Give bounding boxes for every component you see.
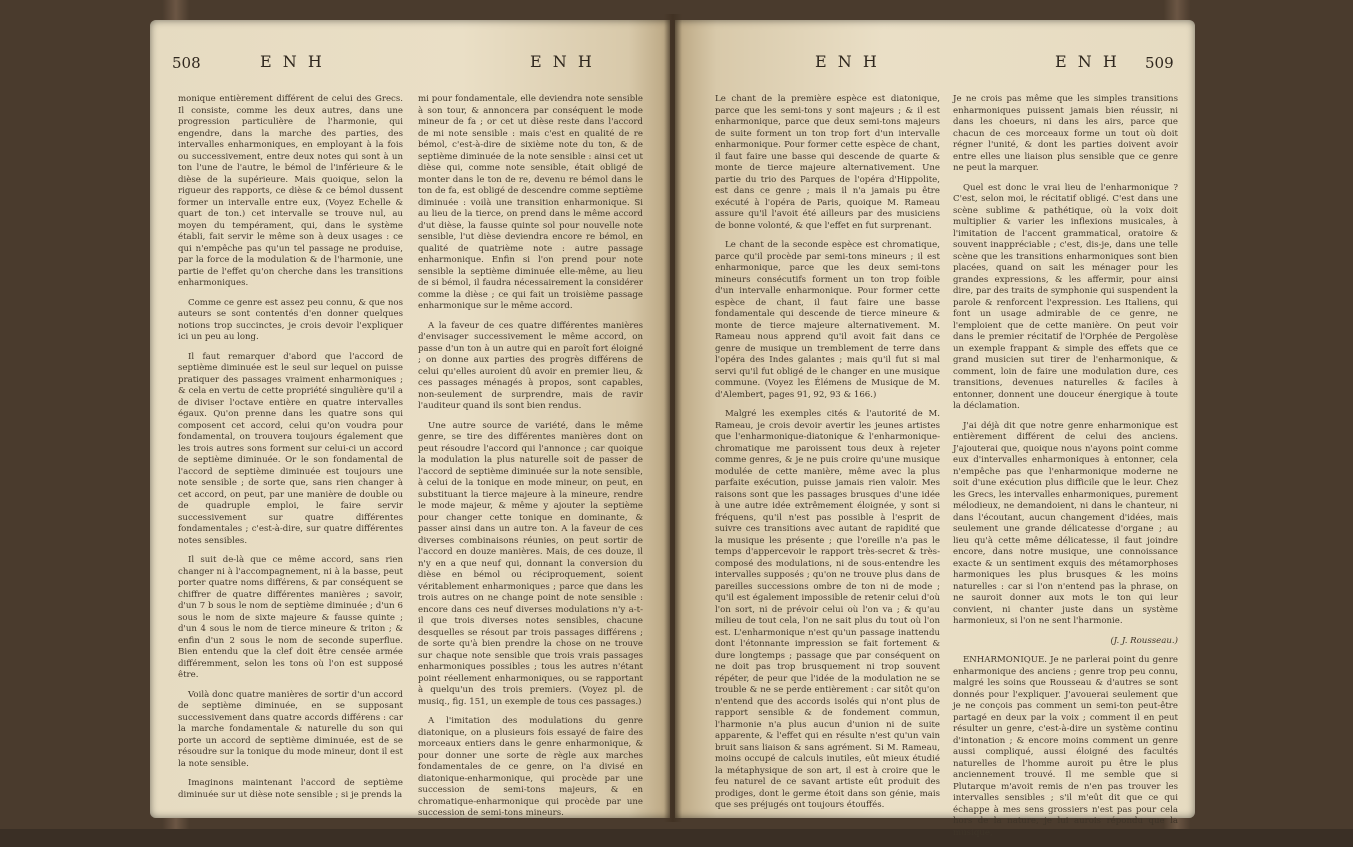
paragraph: Il faut remarquer d'abord que l'accord de septième diminuée est le seul sur lequel on puisse pratiquer des passages vraiment enharmoniques ; & cela en vertu de cette propriété singulière qu'il a de diviser l'octave entière en quatre intervalles égaux. Qu'on prenne dans les quatre sons qui composent cet accord, celui qu'on voudra pour fondamental, on trouvera toujours également que les trois autres sons forment sur celui-ci un accord de septième diminuée. Or le son fondamental de l'accord de septième diminuée est toujours une note sensible ; de sorte que, sans rien changer à cet accord, on peut, par une manière de double ou de quadruple emploi, le faire servir successivement sur quatre différentes fondamentales ; c'est-à-dire, sur quatre différentes notes sensibles.: [178, 351, 403, 546]
running-head-left-outer: E N H: [260, 52, 325, 71]
paragraph: Le chant de la première espèce est diatonique, parce que les semi-tons y sont majeurs ; & il est enharmonique, parce que deux semi-tons majeurs de suite forment un ton trop fort d'un intervalle enharmonique. Pour former cette espèce de chant, il faut faire une basse qui descende de quarte & monte de tierce majeure alternativement. Une partie du trio des Parques de l'opéra d'Hippolite, est dans ce genre ; mais il n'a jamais pu être exécuté à l'opéra de Paris, quoique M. Rameau assure qu'il l'avoit été ailleurs par des musiciens de bonne volonté, & que l'effet en fut surprenant.: [715, 94, 940, 231]
right-page: [675, 20, 1195, 838]
left-page-column-1: [178, 94, 403, 809]
paragraph: Comme ce genre est assez peu connu, & que nos auteurs se sont contentés d'en donner quelques notions trop succinctes, je crois devoir l'expliquer ici un peu au long.: [178, 297, 403, 342]
running-head-left-inner: E N H: [530, 52, 595, 71]
left-page: [150, 20, 670, 818]
book-gutter: [664, 14, 682, 822]
paragraph: A la faveur de ces quatre différentes manières d'envisager successivement le même accord, on passe d'un ton à un autre qui en paroît fort éloigné ; on donne aux parties des progrès différens de celui qu'elles auroient dû avoir en premier lieu, & ces passages ménagés à propos, sont capables, non-seulement de surprendre, mais de ravir l'auditeur quand ils sont bien rendus.: [418, 320, 643, 411]
paragraph: Il suit de-là que ce même accord, sans rien changer ni à l'accompagnement, ni à la basse, peut porter quatre noms différens, & par conséquent se chiffrer de quatre différentes manières ; savoir, d'un 7 b sous le nom de septième diminuée ; d'un 6 sous le nom de sixte majeure & fausse quinte ; d'un 4 sous le nom de tierce mineure & triton ; & enfin d'un 2 sous le nom de seconde superflue. Bien entendu que la clef doit être censée armée différemment, selon les tons où l'on est supposé être.: [178, 555, 403, 680]
paragraph: Une autre source de variété, dans le même genre, se tire des différentes manières dont on peut résoudre l'accord qui l'annonce ; car quoique la modulation la plus naturelle soit de passer de l'accord de septième diminuée sur la note sensible, à celui de la tonique en mode mineur, on peut, en substituant la tierce majeure à la mineure, rendre le mode majeur, & même y ajouter la septième pour changer cette tonique en dominante, & passer ainsi dans un autre ton. A la faveur de ces diverses combinaisons réunies, on peut sortir de l'accord en douze manières. Mais, de ces douze, il n'y en a que neuf qui, donnant la conversion du dièse en bémol ou réciproquement, soient véritablement enharmoniques ; parce que dans les trois autres on ne change point de note sensible : encore dans ces neuf diverses modulations n'y a-t-il que trois diverses notes sensibles, chacune desquelles se résout par trois passages différens ; de sorte qu'à bien prendre la chose on ne trouve sur chaque note sensible que trois vrais passages enharmoniques possibles ; tous les autres n'étant point réellement enharmoniques, ou se rapportant à quelqu'un des trois premiers. (Voyez pl. de musiq., fig. 151, un exemple de tous ces passages.): [418, 420, 643, 707]
paragraph: Quel est donc le vrai lieu de l'enharmonique ? C'est, selon moi, le récitatif obligé. C'est dans une scène sublime & pathétique, où la voix doit multiplier & varier les inflexions musicales, à l'imitation de l'accent grammatical, oratoire & souvent inappréciable ; c'est, dis-je, dans une telle scène que les transitions enharmoniques sont bien placées, quand on sait les ménager pour les grandes expressions, & les affermir, pour ainsi dire, par des traits de symphonie qui suspendent la parole & renforcent l'expression. Les Italiens, qui font un usage admirable de ce genre, ne l'emploient que de cette manière. On peut voir dans le premier récitatif de l'Orphée de Pergolèse un exemple frappant & simple des effets que ce grand musicien sut tirer de l'enharmonique, & comment, loin de faire une modulation dure, ces transitions, devenues naturelles & faciles à entonner, donnent une douceur énergique à toute la déclamation.: [953, 182, 1178, 411]
paragraph: A l'imitation des modulations du genre diatonique, on a plusieurs fois essayé de faire des morceaux entiers dans le genre enharmonique, & pour donner une sorte de règle aux marches fondamentales de ce genre, on l'a divisé en diatonique-enharmonique, qui procède par une succession de semi-tons majeurs, & en chromatique-enharmonique qui procède par une succession de semi-tons mineurs.: [418, 716, 643, 818]
paragraph: monique entièrement différent de celui des Grecs. Il consiste, comme les deux autres, dans une progression particulière de l'harmonie, qui engendre, dans la marche des parties, des intervalles enharmoniques, en employant à la fois ou successivement, entre deux notes qui sont à un ton l'une de l'autre, le bémol de l'inférieure & le dièse de la supérieure. Mais quoique, selon la rigueur des rapports, ce dièse & ce bémol dussent former un intervalle entre eux, (Voyez Echelle & quart de ton.) cet intervalle se trouve nul, au moyen du tempérament, qui, dans le système établi, fait servir le même son à deux usages : ce qui n'empêche pas qu'un tel passage ne produise, par la force de la modulation & de l'harmonie, une partie de l'effet qu'on cherche dans les transitions enharmoniques.: [178, 94, 403, 288]
paragraph: ENHARMONIQUE. Je ne parlerai point du genre enharmonique des anciens ; genre trop peu connu, malgré les soins que Rousseau & d'autres se sont donnés pour l'expliquer. J'avouerai seulement que je ne conçois pas comment un semi-ton peut-être partagé en deux par la voix ; comment il en peut résulter un genre, c'est-à-dire un système continu d'intonation ; & encore moins comment un genre aussi compliqué, aussi éloigné des facultés naturelles de l'homme auroit pu être le plus anciennement trouvé. Il me semble que si Plutarque m'avoit remis de n'en pas trouver les intervalles sensibles ; s'il m'eût dit que ce qui échappe à mes sens grossiers n'est pas pour cela hors de la nature, je lui aurois répondu que la musique,: [953, 655, 1178, 838]
signature: (J. J. Rousseau.): [1110, 635, 1178, 646]
page-number-left: 508: [172, 54, 201, 72]
running-head-right-inner: E N H: [815, 52, 880, 71]
paragraph: mi pour fondamentale, elle deviendra note sensible à son tour, & annoncera par conséquent le mode mineur de fa ; or cet ut dièse reste dans l'accord de mi note sensible : mais c'est en qualité de re bémol, c'est-à-dire de sixième note du ton, & de septième diminuée de la note sensible : ainsi cet ut dièse qui, comme note sensible, était obligé de monter dans le ton de re, devenu re bémol dans le ton de fa, est obligé de descendre comme septième diminuée : voilà une transition enharmonique. Si au lieu de la tierce, on prend dans le même accord d'ut dièse, la fausse quinte sol pour nouvelle note sensible, l'ut dièse deviendra encore re bémol, en qualité de quatrième note : autre passage enharmonique. Enfin si l'on prend pour note sensible la septième diminuée elle-même, au lieu de si bémol, il faudra nécessairement la considérer comme la dièse ; ce qui fait un troisième passage enharmonique sur le même accord.: [418, 94, 643, 311]
left-page-column-2: [418, 94, 643, 828]
paragraph: Voilà donc quatre manières de sortir d'un accord de septième diminuée, en se supposant successivement dans quatre accords différens : car la marche fondamentale & naturelle du son qui porte un accord de septième diminuée, est de se résoudre sur la tonique du mode mineur, dont il est la note sensible.: [178, 689, 403, 769]
paragraph: Imaginons maintenant l'accord de septième diminuée sur ut dièse note sensible ; si je prends la: [178, 778, 403, 800]
right-page-column-2: [953, 94, 1178, 847]
paragraph: Malgré les exemples cités & l'autorité de M. Rameau, je crois devoir avertir les jeunes artistes que l'enharmonique-diatonique & l'enharmonique-chromatique me paroissent tous deux à rejeter comme genres, & je ne puis croire qu'une musique modulée de cette manière, même avec la plus parfaite exécution, puisse jamais rien valoir. Mes raisons sont que les passages brusques d'une idée à une autre idée extrêmement éloignée, y sont si fréquens, qu'il n'est pas possible à l'esprit de suivre ces transitions avec autant de rapidité que la musique les présente ; que l'oreille n'a pas le temps d'appercevoir le rapport très-secret & très-composé des modulations, ni de sous-entendre les intervalles supposés ; qu'on ne trouve plus dans de pareilles successions ombre de ton ni de mode ; qu'il est également impossible de retenir celui d'où l'on sort, ni de prévoir celui où l'on va ; & qu'au milieu de tout cela, l'on ne sait plus du tout où l'on est. L'enharmonique n'est qu'un passage inattendu dont l'étonnante impression se fait fortement & dure longtemps ; passage que par conséquent on ne doit pas trop brusquement ni trop souvent répéter, de peur que l'idée de la modulation ne se trouble & ne se perde entièrement : car sitôt qu'on n'entend que des accords isolés qui n'ont plus de rapport sensible & de fondement commun, l'harmonie n'a plus aucun d'union ni de suite apparente, & l'effet qui en résulte n'est qu'un vain bruit sans liaison & sans agrément. Si M. Rameau, moins occupé de calculs inutiles, eût mieux étudié la métaphysique de son art, il est à croire que le feu naturel de ce savant artiste eût produit des prodiges, dont le germe étoit dans son génie, mais que ses préjugés ont toujours étouffés.: [715, 409, 940, 810]
right-page-column-1: [715, 94, 940, 820]
running-head-right-outer: E N H: [1055, 52, 1120, 71]
page-number-right: 509: [1145, 54, 1174, 72]
paragraph: Le chant de la seconde espèce est chromatique, parce qu'il procède par semi-tons mineurs ; il est enharmonique, parce que les deux semi-tons mineurs consécutifs forment un ton trop foible d'un intervalle enharmonique. Pour former cette espèce de chant, il faut faire une basse fondamentale qui descende de tierce mineure & monte de tierce majeure alternativement. M. Rameau nous apprend qu'il avoit fait dans ce genre de musique un tremblement de terre dans l'opéra des Indes galantes ; mais qu'il fut si mal servi qu'il fut obligé de le changer en une musique commune. (Voyez les Élémens de Musique de M. d'Alembert, pages 91, 92, 93 & 166.): [715, 240, 940, 400]
paragraph: Je ne crois pas même que les simples transitions enharmoniques puissent jamais bien réussir, ni dans les choeurs, ni dans les airs, parce que chacun de ces morceaux forme un tout où doit régner l'unité, & dont les parties doivent avoir entre elles une liaison plus sensible que ce genre ne peut la marquer.: [953, 94, 1178, 173]
paragraph: J'ai déjà dit que notre genre enharmonique est entièrement différent de celui des anciens. J'ajouterai que, quoique nous n'ayons point comme eux d'intervalles enharmoniques à entonner, cela n'empêche pas que l'enharmonique moderne ne soit d'une exécution plus difficile que le leur. Chez les Grecs, les intervalles enharmoniques, purement mélodieux, ne demandoient, ni dans le chanteur, ni dans l'écoutant, aucun changement d'idées, mais seulement une grande délicatesse d'organe ; au lieu qu'à cette même délicatesse, il faut joindre encore, dans notre musique, une connoissance exacte & un sentiment exquis des métamorphoses harmoniques les plus brusques & les moins naturelles : car si l'on n'entend pas la phrase, on ne sauroit donner aux mots le ton qui leur convient, ni chanter juste dans un système harmonieux, si l'on ne sent l'harmonie.: [953, 420, 1178, 626]
